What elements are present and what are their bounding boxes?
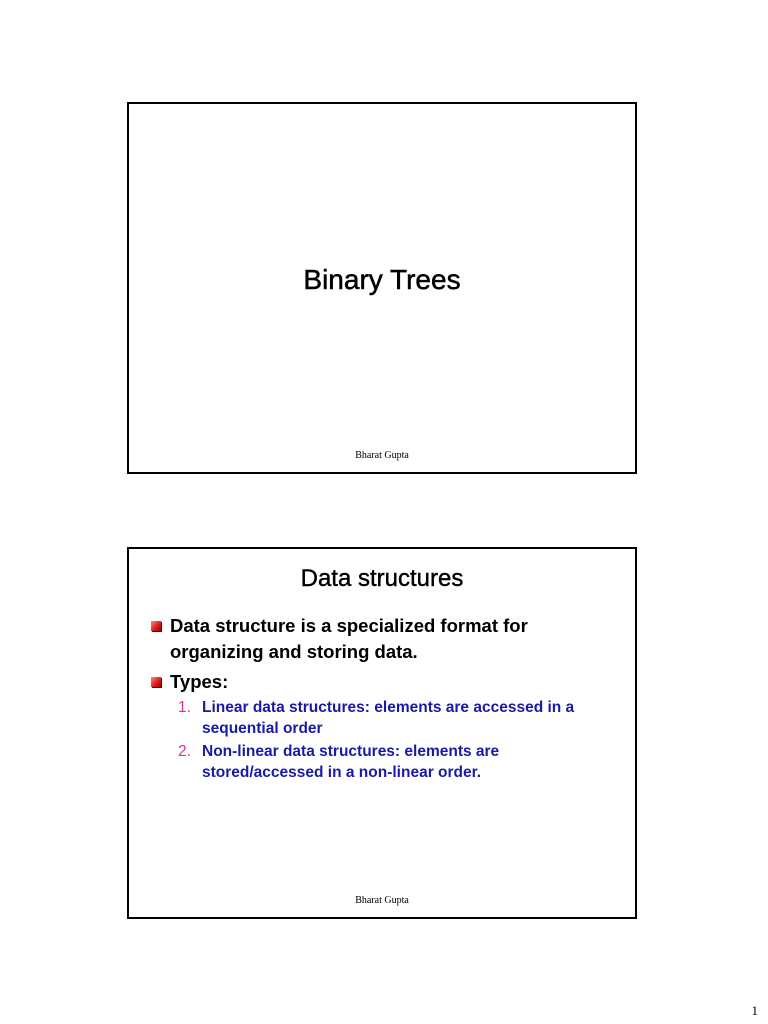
slide-data-structures [127, 547, 637, 919]
slide-1-footer: Bharat Gupta [355, 450, 409, 461]
bullet-item [149, 613, 619, 665]
slide-2-title: Data structures [300, 565, 464, 592]
slide-title-page [127, 102, 637, 474]
bullet-text: Data structure is a specialized format for organizing and storing data. [170, 615, 528, 662]
slide-2-footer: Bharat Gupta [355, 895, 409, 906]
item-number: 1. [178, 699, 191, 716]
bullet-item [149, 669, 619, 783]
item-number: 2. [178, 743, 191, 760]
item-text: Linear data structures: elements are accessed in a sequential order [202, 699, 575, 737]
item-text: Non-linear data structures: elements are stored/accessed in a non-linear order. [202, 743, 500, 781]
numbered-sublist [170, 697, 619, 783]
page-number: 1 [751, 1003, 758, 1018]
bullet-text: Types: [170, 671, 229, 692]
bullet-square-icon [151, 621, 161, 631]
bullet-list [149, 613, 619, 787]
numbered-item [170, 697, 619, 739]
slide-1-title: Binary Trees [303, 264, 461, 295]
numbered-item [170, 741, 619, 783]
bullet-square-icon [151, 677, 161, 687]
